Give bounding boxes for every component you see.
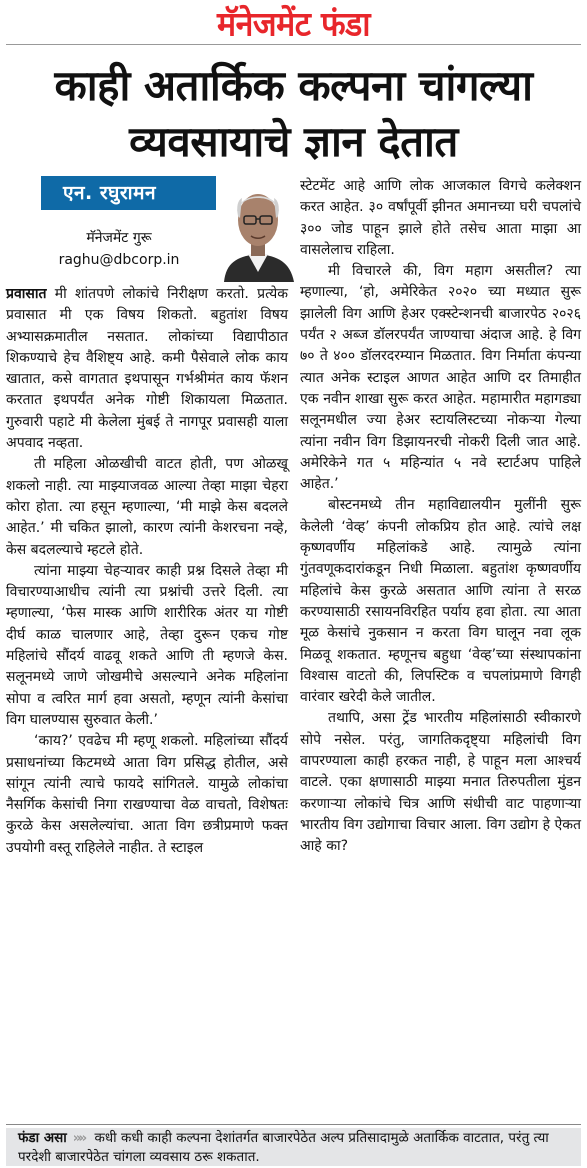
article-column-left (6, 284, 288, 859)
footer-divider (6, 1124, 581, 1125)
article-paragraph: ती महिला ओळखीची वाटत होती, पण ओळखू शकलो नाही. त्या माझ्याजवळ आल्या तेव्हा माझा चेहरा कोरा होता. त्या हसून म्हणाल्या, ‘मी माझे केस बदलले आहेत.’ मी चकित झालो, कारण त्यांनी केशरचना नव्हे, केस बदलल्याचे म्हटले होते. (6, 456, 288, 558)
author-name: एन. रघुरामन (41, 176, 216, 210)
author-photo (218, 176, 298, 282)
article-paragraph: त्यांना माझ्या चेहऱ्यावर काही प्रश्न दिसले तेव्हा मी विचारण्याआधीच त्यांनी त्या प्रश्नांची उत्तरे दिली. त्या म्हणाल्या, ‘फेस मास्क आणि शारीरिक अंतर या गोष्टी दीर्घ काळ चालणार आहे, तेव्हा दुरून एकच गोष्ट महिलांचे सौंदर्य वाढवू शकते आणि ती म्हणजे केस. सलूनमध्ये जाणे जोखमीचे असल्याने अनेक महिलांना सोपा व त्वरित मार्ग हवा असतो, म्हणून त्यांनी केसांचा विग घालण्यास सुरुवात केली.’ (6, 562, 288, 728)
section-masthead (0, 0, 587, 44)
double-chevron-icon: »» (72, 1130, 85, 1146)
article-paragraph: स्टेटमेंट आहे आणि लोक आजकाल विगचे कलेक्शन करत आहेत. ३० वर्षांपूर्वी झीनत अमानच्या घरी चपलांचे ३०० जोड पाहून झाले होते तसेच आता माझा आ वासलेलाच राहिला. (300, 178, 581, 258)
article-column-right (300, 176, 581, 858)
headline-line-1: काही अतार्किक कल्पना चांगल्या (54, 61, 533, 110)
paragraph-text: मी शांतपणे लोकांचे निरीक्षण करतो. प्रत्येक प्रवासात मी एक विषय शिकतो. बहुतांश विषय अभ्यासक्रमातील नसतात. लोकांच्या विद्यापीठात शिकण्याचे हेच वैशिष्ट्य आहे. कमी पैसेवाले लोक काय खातात, कसे वागतात इथपासून गर्भश्रीमंत काय फॅशन करतात इथपर्यंत अनेक गोष्टी शिकायला मिळतात. गुरुवारी पहाटे मी केलेला मुंबई ते नागपूर प्रवासही याला अपवाद नव्हता. (6, 286, 288, 452)
section-title: मॅनेजमेंट फंडा (216, 4, 371, 44)
author-email[interactable]: raghu@dbcorp.in (58, 252, 180, 268)
masthead-divider (6, 44, 581, 45)
headline-line-2: व्यवसायाचे ज्ञान देतात (129, 117, 458, 166)
article-paragraph: तथापि, असा ट्रेंड भारतीय महिलांसाठी स्वीकारणे सोपे नसेल. परंतु, जागतिकदृष्ट्या महिलांची विग वापरण्याला काही हरकत नाही, हे पाहून मला आश्चर्य वाटले. एका क्षणासाठी माझ्या मनात तिरुपतीला मुंडन करणाऱ्या लोकांचे चित्र आणि संधीची वाट पाहणाऱ्या भारतीय विग उद्योगाचा विचार आला. विग उद्योग हे ऐकत आहे का? (300, 710, 581, 855)
funda-summary-box (6, 1128, 581, 1166)
funda-label: फंडा असा (18, 1130, 67, 1146)
lead-word: प्रवासात (6, 286, 47, 302)
article-paragraph: मी विचारले की, विग महाग असतील? त्या म्हणाल्या, ‘हो, अमेरिकेत २०२० च्या मध्यात सुरू झालेली विग आणि हेअर एक्स्टेन्शनची बाजारपेठ २०२६ पर्यंत २ अब्ज डॉलरपर्यंत जाण्याचा अंदाज आहे. हे विग ७० ते ४०० डॉलरदरम्यान मिळतात. विग निर्माता कंपन्या त्यात अनेक स्टाइल आणत आहेत आणि दर तिमाहीत एक नवीन शाखा सुरू करत आहेत. महामारीत महागड्या सलूनमधील ज्या हेअर स्टायलिस्टच्या नोकऱ्या गेल्या त्यांना नवीन विग डिझायनरची नोकरी दिली जात आहे. अमेरिकेने गत ५ महिन्यांत ५ नवे स्टार्टअप पाहिले आहेत.’ (300, 263, 581, 493)
article-headline (0, 58, 587, 170)
article-paragraph (6, 284, 288, 454)
article-paragraph: बोस्टनमध्ये तीन महाविद्यालयीन मुलींनी सुरू केलेली ‘वेव्ह’ कंपनी लोकप्रिय होत आहे. त्यांचे लक्ष कृष्णवर्णीय महिलांकडे आहे. त्यामुळे त्यांना गुंतवणूकदारांकडून निधी मिळाला. बहुतांश कृष्णवर्णीय महिलांचे केस कुरळे असतात आणि त्यांना ते सरळ करण्यासाठी रसायनविरहित पर्याय हवा होता. त्या आता मूळ केसांचे नुकसान न करता विग घालून नवा लूक मिळवू शकतात. म्हणूनच बहुधा ‘वेव्ह’च्या संस्थापकांना विश्वास वाटतो की, लिपस्टिक व चपलांप्रमाणे विगही वारंवार खरेदी केले जातील. (300, 497, 581, 706)
funda-text: कधी कधी काही कल्पना देशांतर्गत बाजारपेठेत अल्प प्रतिसादामुळे अतार्किक वाटतात, परंतु त्या परदेशी बाजारपेठेत चांगला व्यवसाय ठरू शकतात. (18, 1130, 549, 1165)
article-paragraph: ‘काय?’ एवढेच मी म्हणू शकलो. महिलांच्या सौंदर्य प्रसाधनांच्या किटमध्ये आता विग प्रसिद्ध होतील, असे सांगून त्यांनी त्याचे फायदे सांगितले. यामुळे लोकांचा नैसर्गिक केसांची निगा राखण्याचा वेळ वाचतो, विशेषतः कुरळे केस असलेल्यांचा. आता विग छत्रीप्रमाणे फक्त उपयोगी वस्तू राहिलेले नाहीत. ते स्टाइल (6, 733, 288, 856)
author-role: मॅनेजमेंट गुरू (86, 230, 152, 246)
author-byline (6, 176, 294, 282)
